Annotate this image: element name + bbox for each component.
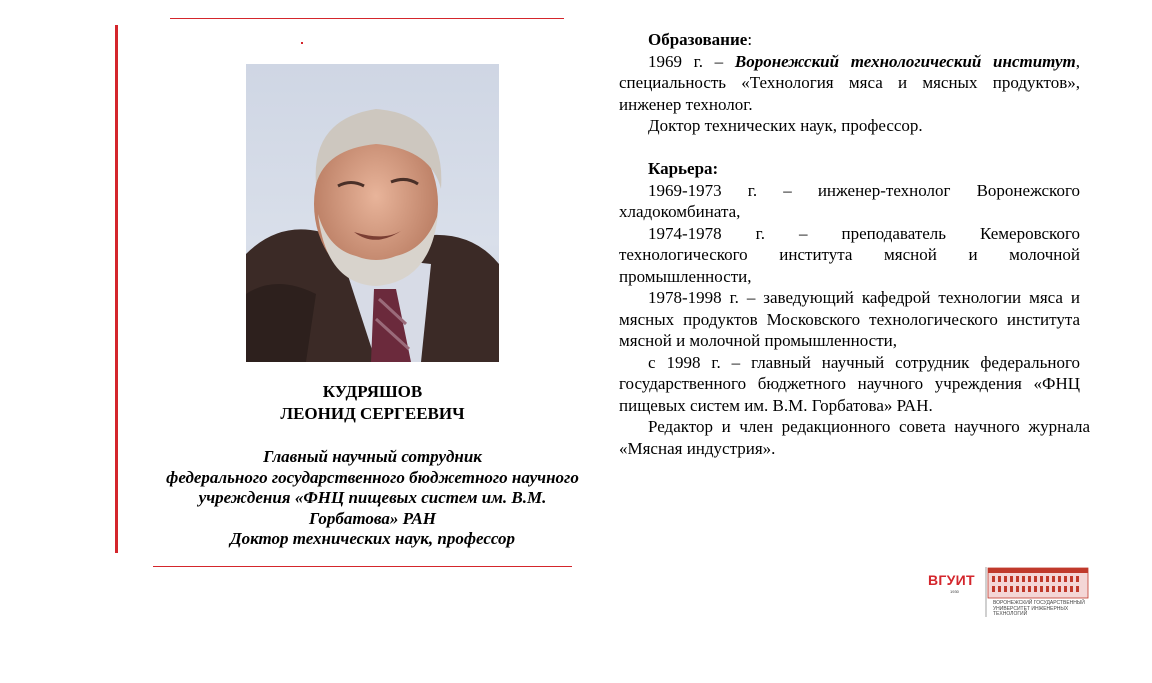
biography <box>619 29 1090 459</box>
career-item: с 1998 г. – главный научный сотрудник федерального государственного бюджетного научного учреждения «ФНЦ пищевых систем им. В.М. Горбатова» РАН. <box>619 352 1080 415</box>
person-name <box>130 381 615 425</box>
position-line: федерального государственного бюджетного научного <box>166 467 579 487</box>
career-editor: Редактор и член редакционного совета научного журнала «Мясная индустрия». <box>619 417 1090 458</box>
left-red-border <box>115 25 118 553</box>
person-surname: КУДРЯШОВ <box>322 382 423 401</box>
education-degree: Доктор технических наук, профессор. <box>648 116 923 135</box>
logo-subtitle: ВОРОНЕЖСКИЙ ГОСУДАРСТВЕННЫЙ УНИВЕРСИТЕТ ИНЖЕНЕРНЫХ ТЕХНОЛОГИЙ <box>993 600 1085 617</box>
career-item: 1974-1978 г. – преподаватель Кемеровского технологического института мясной и молочной промышленности, <box>619 223 1080 286</box>
education-heading: Образование <box>648 30 748 49</box>
position-line: Горбатова» РАН <box>308 508 437 528</box>
logo-year: 1930 <box>950 589 959 594</box>
position-line: Доктор технических наук, профессор <box>229 529 516 548</box>
education-specialty: , специальность «Технология мяса и мясных продуктов», инженер технолог. <box>619 51 1080 114</box>
university-logo <box>928 565 1098 620</box>
career-heading: Карьера: <box>648 159 719 178</box>
person-position <box>130 447 615 550</box>
education-heading-line: Образование: <box>648 30 753 49</box>
portrait-illustration <box>246 64 499 362</box>
education-year: 1969 г. – <box>648 51 735 71</box>
logo-text: ВГУИТ <box>928 572 975 588</box>
career-item: 1969-1973 г. – инженер-технолог Воронежского хладокомбината, <box>619 180 1080 221</box>
position-line: Главный научный сотрудник <box>263 447 482 466</box>
education-entry <box>619 51 1080 116</box>
portrait-photo <box>246 64 499 362</box>
top-red-line <box>170 18 564 19</box>
bottom-red-line <box>153 566 572 567</box>
position-line: учреждения «ФНЦ пищевых систем им. В.М. <box>198 488 547 507</box>
person-given-names: ЛЕОНИД СЕРГЕЕВИЧ <box>280 404 465 423</box>
career-item: 1978-1998 г. – заведующий кафедрой технологии мяса и мясных продуктов Московского технологического института мясной и молочной промышленности, <box>619 288 1080 350</box>
red-dot <box>301 42 303 44</box>
career-heading-line <box>619 158 1080 180</box>
education-institute: Воронежский технологический институт <box>734 51 1076 71</box>
